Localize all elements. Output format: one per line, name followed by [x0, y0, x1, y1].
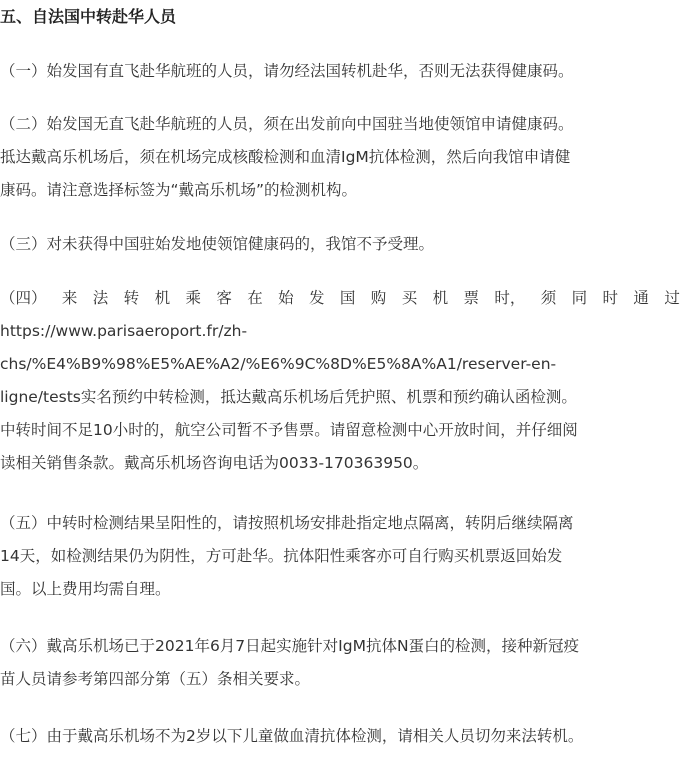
- justified-word: 买: [401, 289, 418, 307]
- url-line: chs/%E4%B9%98%E5%AE%A2/%E6%9C%8D%E5%8A%A1/reserver-en-: [0, 355, 557, 373]
- justified-word: 来: [61, 289, 78, 307]
- justified-word: 同: [571, 289, 588, 307]
- paragraph-line: （二）始发国无直飞赴华航班的人员，须在出发前向中国驻当地使领馆申请健康码。: [0, 115, 574, 133]
- section-heading: 五、自法国中转赴华人员: [0, 7, 177, 26]
- paragraph-2: [0, 108, 680, 207]
- justified-word: 通: [633, 289, 649, 307]
- paragraph-line: 中转时间不足10小时的，航空公司暂不予售票。请留意检测中心开放时间，并仔细阅: [0, 421, 578, 439]
- justified-word: 始: [278, 289, 294, 307]
- justified-word: 购: [370, 289, 387, 307]
- justified-word: 过: [664, 289, 680, 307]
- paragraph-line: 国。以上费用均需自理。: [0, 580, 171, 598]
- justified-word: 法: [92, 289, 109, 307]
- justified-word: 机: [432, 289, 449, 307]
- paragraph-line: （七）由于戴高乐机场不为2岁以下儿童做血清抗体检测，请相关人员切勿来法转机。: [0, 727, 584, 745]
- paragraph-1: [0, 55, 680, 88]
- justified-word: （四）: [0, 289, 47, 307]
- justified-word: 机: [154, 289, 171, 307]
- justified-word: 票: [463, 289, 479, 307]
- paragraph-7: [0, 720, 680, 753]
- paragraph-line: （五）中转时检测结果呈阳性的，请按照机场安排赴指定地点隔离，转阴后继续隔离: [0, 514, 574, 532]
- paragraph-5: [0, 507, 680, 606]
- justified-word: 时，: [494, 289, 526, 307]
- paragraph-line: 苗人员请参考第四部分第（五）条相关要求。: [0, 670, 311, 688]
- paragraph-6: [0, 630, 680, 696]
- justified-word: 发: [309, 289, 325, 307]
- paragraph-line: 14天，如检测结果仍为阴性，方可赴华。抗体阳性乘客亦可自行购买机票返回始发: [0, 547, 563, 565]
- justified-word: 须: [540, 289, 557, 307]
- paragraph-line: 抵达戴高乐机场后，须在机场完成核酸检测和血清IgM抗体检测，然后向我馆申请健: [0, 148, 571, 166]
- justified-word: 乘: [185, 289, 201, 307]
- justified-word: 国: [339, 289, 356, 307]
- paragraph-line: 康码。请注意选择标签为“戴高乐机场”的检测机构。: [0, 181, 358, 199]
- paragraph-line: ligne/tests实名预约中转检测，抵达戴高乐机场后凭护照、机票和预约确认函检测。: [0, 388, 577, 406]
- justified-word: 在: [247, 289, 263, 307]
- paragraph-line: （六）戴高乐机场已于2021年6月7日起实施针对IgM抗体N蛋白的检测，接种新冠疫: [0, 637, 580, 655]
- justified-word: 客: [216, 289, 232, 307]
- justified-word: 时: [602, 289, 619, 307]
- paragraph-line: （一）始发国有直飞赴华航班的人员，请勿经法国转机赴华，否则无法获得健康码。: [0, 62, 574, 80]
- justified-word: 转: [123, 289, 140, 307]
- paragraph-4: [0, 282, 680, 480]
- paragraph-3: [0, 228, 680, 261]
- url-line: https://www.parisaeroport.fr/zh-: [0, 322, 248, 340]
- justified-line: [0, 282, 680, 315]
- paragraph-line: （三）对未获得中国驻始发地使领馆健康码的，我馆不予受理。: [0, 235, 435, 253]
- paragraph-line: 读相关销售条款。戴高乐机场咨询电话为0033-170363950。: [0, 454, 429, 472]
